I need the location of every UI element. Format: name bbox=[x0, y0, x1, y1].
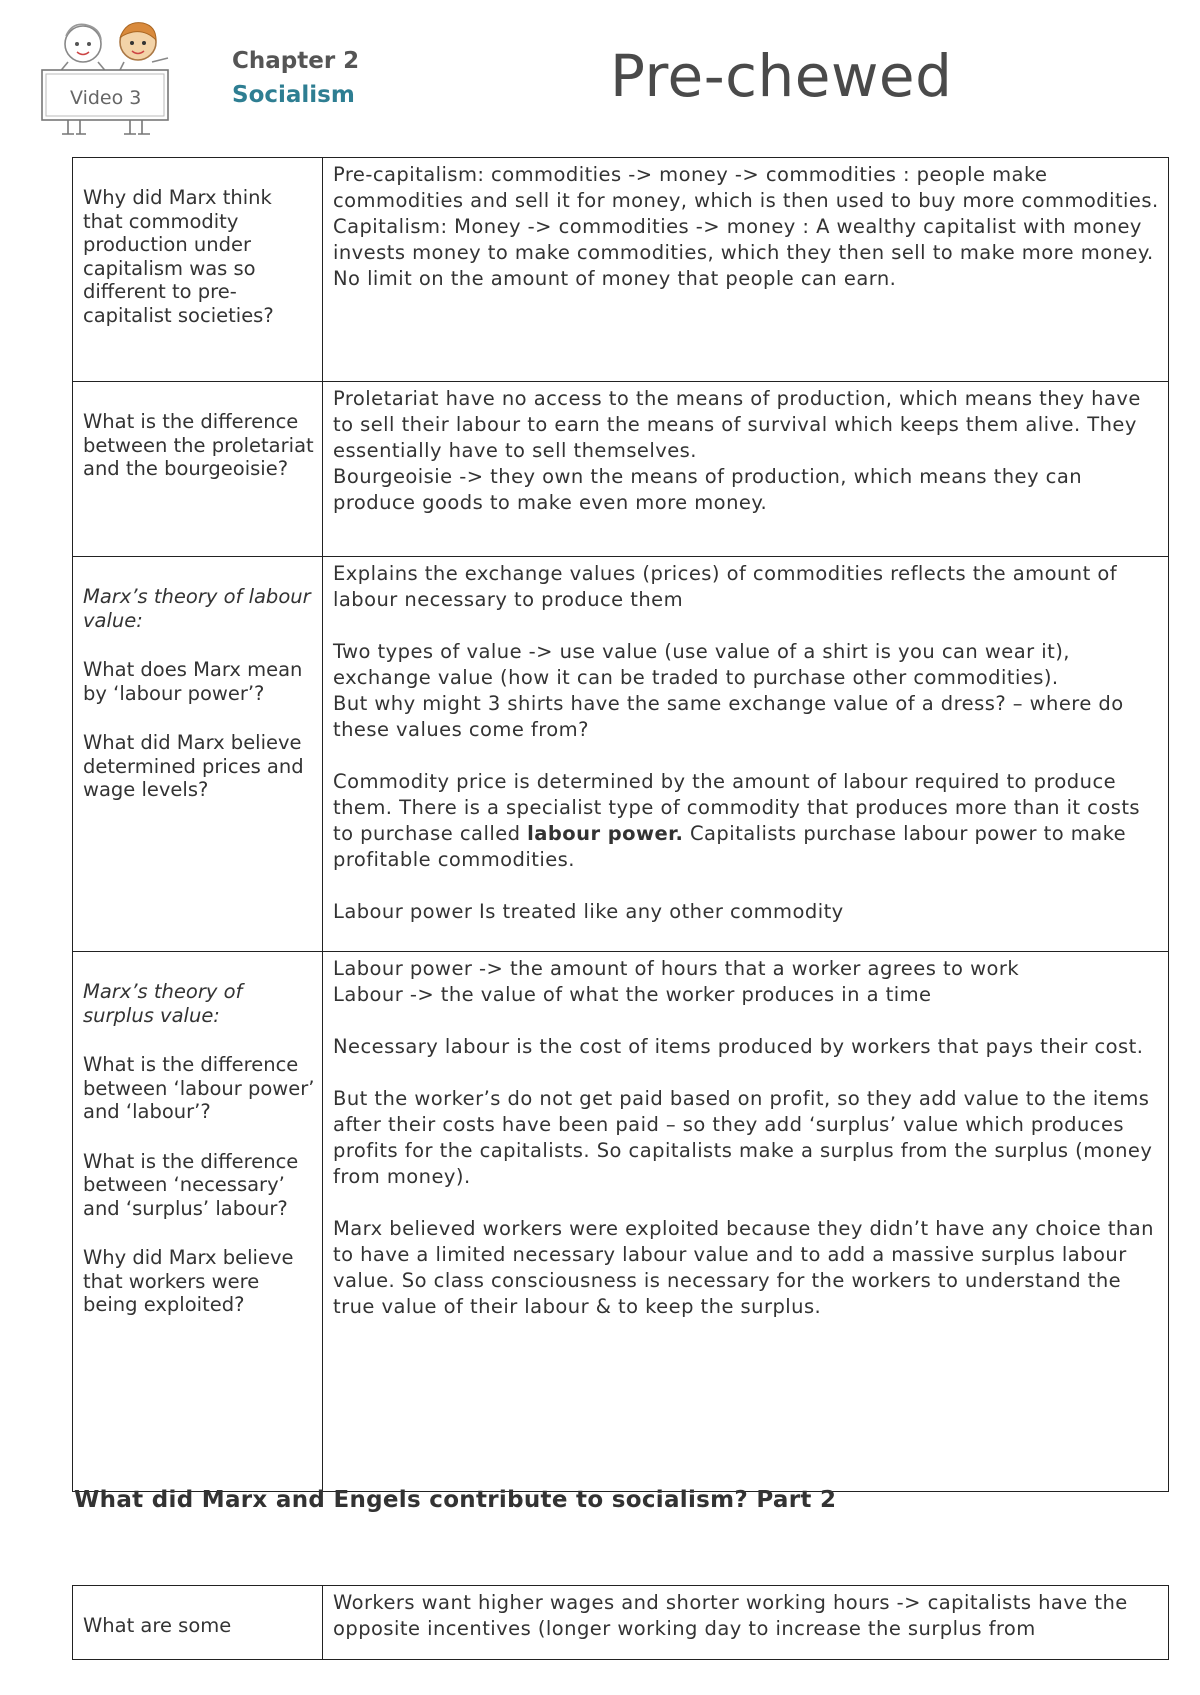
table-row bbox=[73, 557, 1169, 952]
answer-text: Proletariat have no access to the means of production, which means they have to sell their labour to earn the means of survival which keeps them alive. They essentially have to sell themselves. bbox=[333, 387, 1141, 462]
table-row bbox=[73, 952, 1169, 1492]
answer-text bbox=[333, 769, 1160, 873]
question-text: Why did Marx believe that workers were being exploited? bbox=[83, 1246, 294, 1316]
key-term: labour power. bbox=[527, 822, 684, 845]
video-label: Video 3 bbox=[70, 87, 142, 109]
table-row bbox=[73, 158, 1169, 382]
question-text: What is the difference between the proletariat and the bourgeoisie? bbox=[83, 410, 314, 480]
page-header bbox=[0, 0, 1200, 150]
section-heading: What did Marx and Engels contribute to socialism? Part 2 bbox=[74, 1487, 837, 1513]
answer-text: Labour -> the value of what the worker produces in a time bbox=[333, 983, 932, 1006]
question-cell bbox=[73, 382, 323, 557]
question-text: What is the difference between ‘labour power’ and ‘labour’? bbox=[83, 1053, 315, 1123]
answer-text-part: Commodity price is determined by the amount of labour required to produce them. There is a specialist type of commodity that produces more than it costs to purchase called bbox=[333, 770, 1141, 845]
answer-cell bbox=[323, 1586, 1169, 1660]
answer-text: Explains the exchange values (prices) of commodities reflects the amount of labour necessary to produce them bbox=[333, 562, 1118, 611]
table-row bbox=[73, 382, 1169, 557]
answer-text: But why might 3 shirts have the same exchange value of a dress? – where do these values come from? bbox=[333, 692, 1124, 741]
answer-text: Bourgeoisie -> they own the means of production, which means they can produce goods to make even more money. bbox=[333, 465, 1083, 514]
question-cell bbox=[73, 158, 323, 382]
answer-text: Marx believed workers were exploited because they didn’t have any choice than to have a limited necessary labour value and to add a massive surplus labour value. So class consciousness is necessary for the workers to understand the true value of their labour & to keep the surplus. bbox=[333, 1217, 1154, 1318]
answer-text: But the worker’s do not get paid based on profit, so they add value to the items after their costs have been paid – so they add ‘surplus’ value which produces profits for the capitalists. So capitalists make a surplus from the surplus (money from money). bbox=[333, 1087, 1153, 1188]
table-row bbox=[73, 1586, 1169, 1660]
question-text: What is the difference between ‘necessary’ and ‘surplus’ labour? bbox=[83, 1149, 299, 1220]
answer-text: Capitalism: Money -> commodities -> money : A wealthy capitalist with money invests money to make commodities, which they then sell to make more money. No limit on the amount of money that people can earn. bbox=[333, 215, 1154, 290]
question-text: What did Marx believe determined prices and wage levels? bbox=[83, 731, 304, 801]
question-cell bbox=[73, 1586, 323, 1660]
answer-text: Labour power -> the amount of hours that a worker agrees to work bbox=[333, 957, 1020, 980]
question-text: Why did Marx think that commodity production under capitalism was so different to pre-capitalist societies? bbox=[83, 186, 274, 327]
topic-label: Socialism bbox=[232, 82, 355, 108]
answer-text: Labour power Is treated like any other commodity bbox=[333, 900, 844, 923]
question-text: What are some bbox=[83, 1614, 232, 1637]
answer-text: Pre-capitalism: commodities -> money -> commodities : people make commodities and sell it for money, which is then used to buy more commodities. bbox=[333, 163, 1159, 212]
answer-cell bbox=[323, 952, 1169, 1492]
question-heading: Marx’s theory of labour value: bbox=[83, 585, 311, 632]
notes-table-part2 bbox=[72, 1585, 1169, 1660]
question-cell bbox=[73, 952, 323, 1492]
kids-holding-sign-illustration bbox=[38, 18, 198, 140]
question-text: What does Marx mean by ‘labour power’? bbox=[83, 658, 303, 705]
answer-cell bbox=[323, 382, 1169, 557]
answer-cell bbox=[323, 557, 1169, 952]
answer-text: Workers want higher wages and shorter working hours -> capitalists have the opposite incentives (longer working day to increase the surplus from bbox=[333, 1591, 1128, 1640]
chapter-label: Chapter 2 bbox=[232, 48, 360, 74]
question-heading: Marx’s theory of surplus value: bbox=[83, 980, 243, 1027]
answer-text-part: Capitalists purchase labour power to make profitable commodities. bbox=[333, 822, 1127, 871]
answer-cell bbox=[323, 158, 1169, 382]
page-title: Pre-chewed bbox=[610, 42, 953, 110]
answer-text: Necessary labour is the cost of items produced by workers that pays their cost. bbox=[333, 1035, 1144, 1058]
answer-text: Two types of value -> use value (use value of a shirt is you can wear it), exchange value (how it can be traded to purchase other commodities). bbox=[333, 640, 1070, 689]
notes-table bbox=[72, 157, 1169, 1492]
question-cell bbox=[73, 557, 323, 952]
